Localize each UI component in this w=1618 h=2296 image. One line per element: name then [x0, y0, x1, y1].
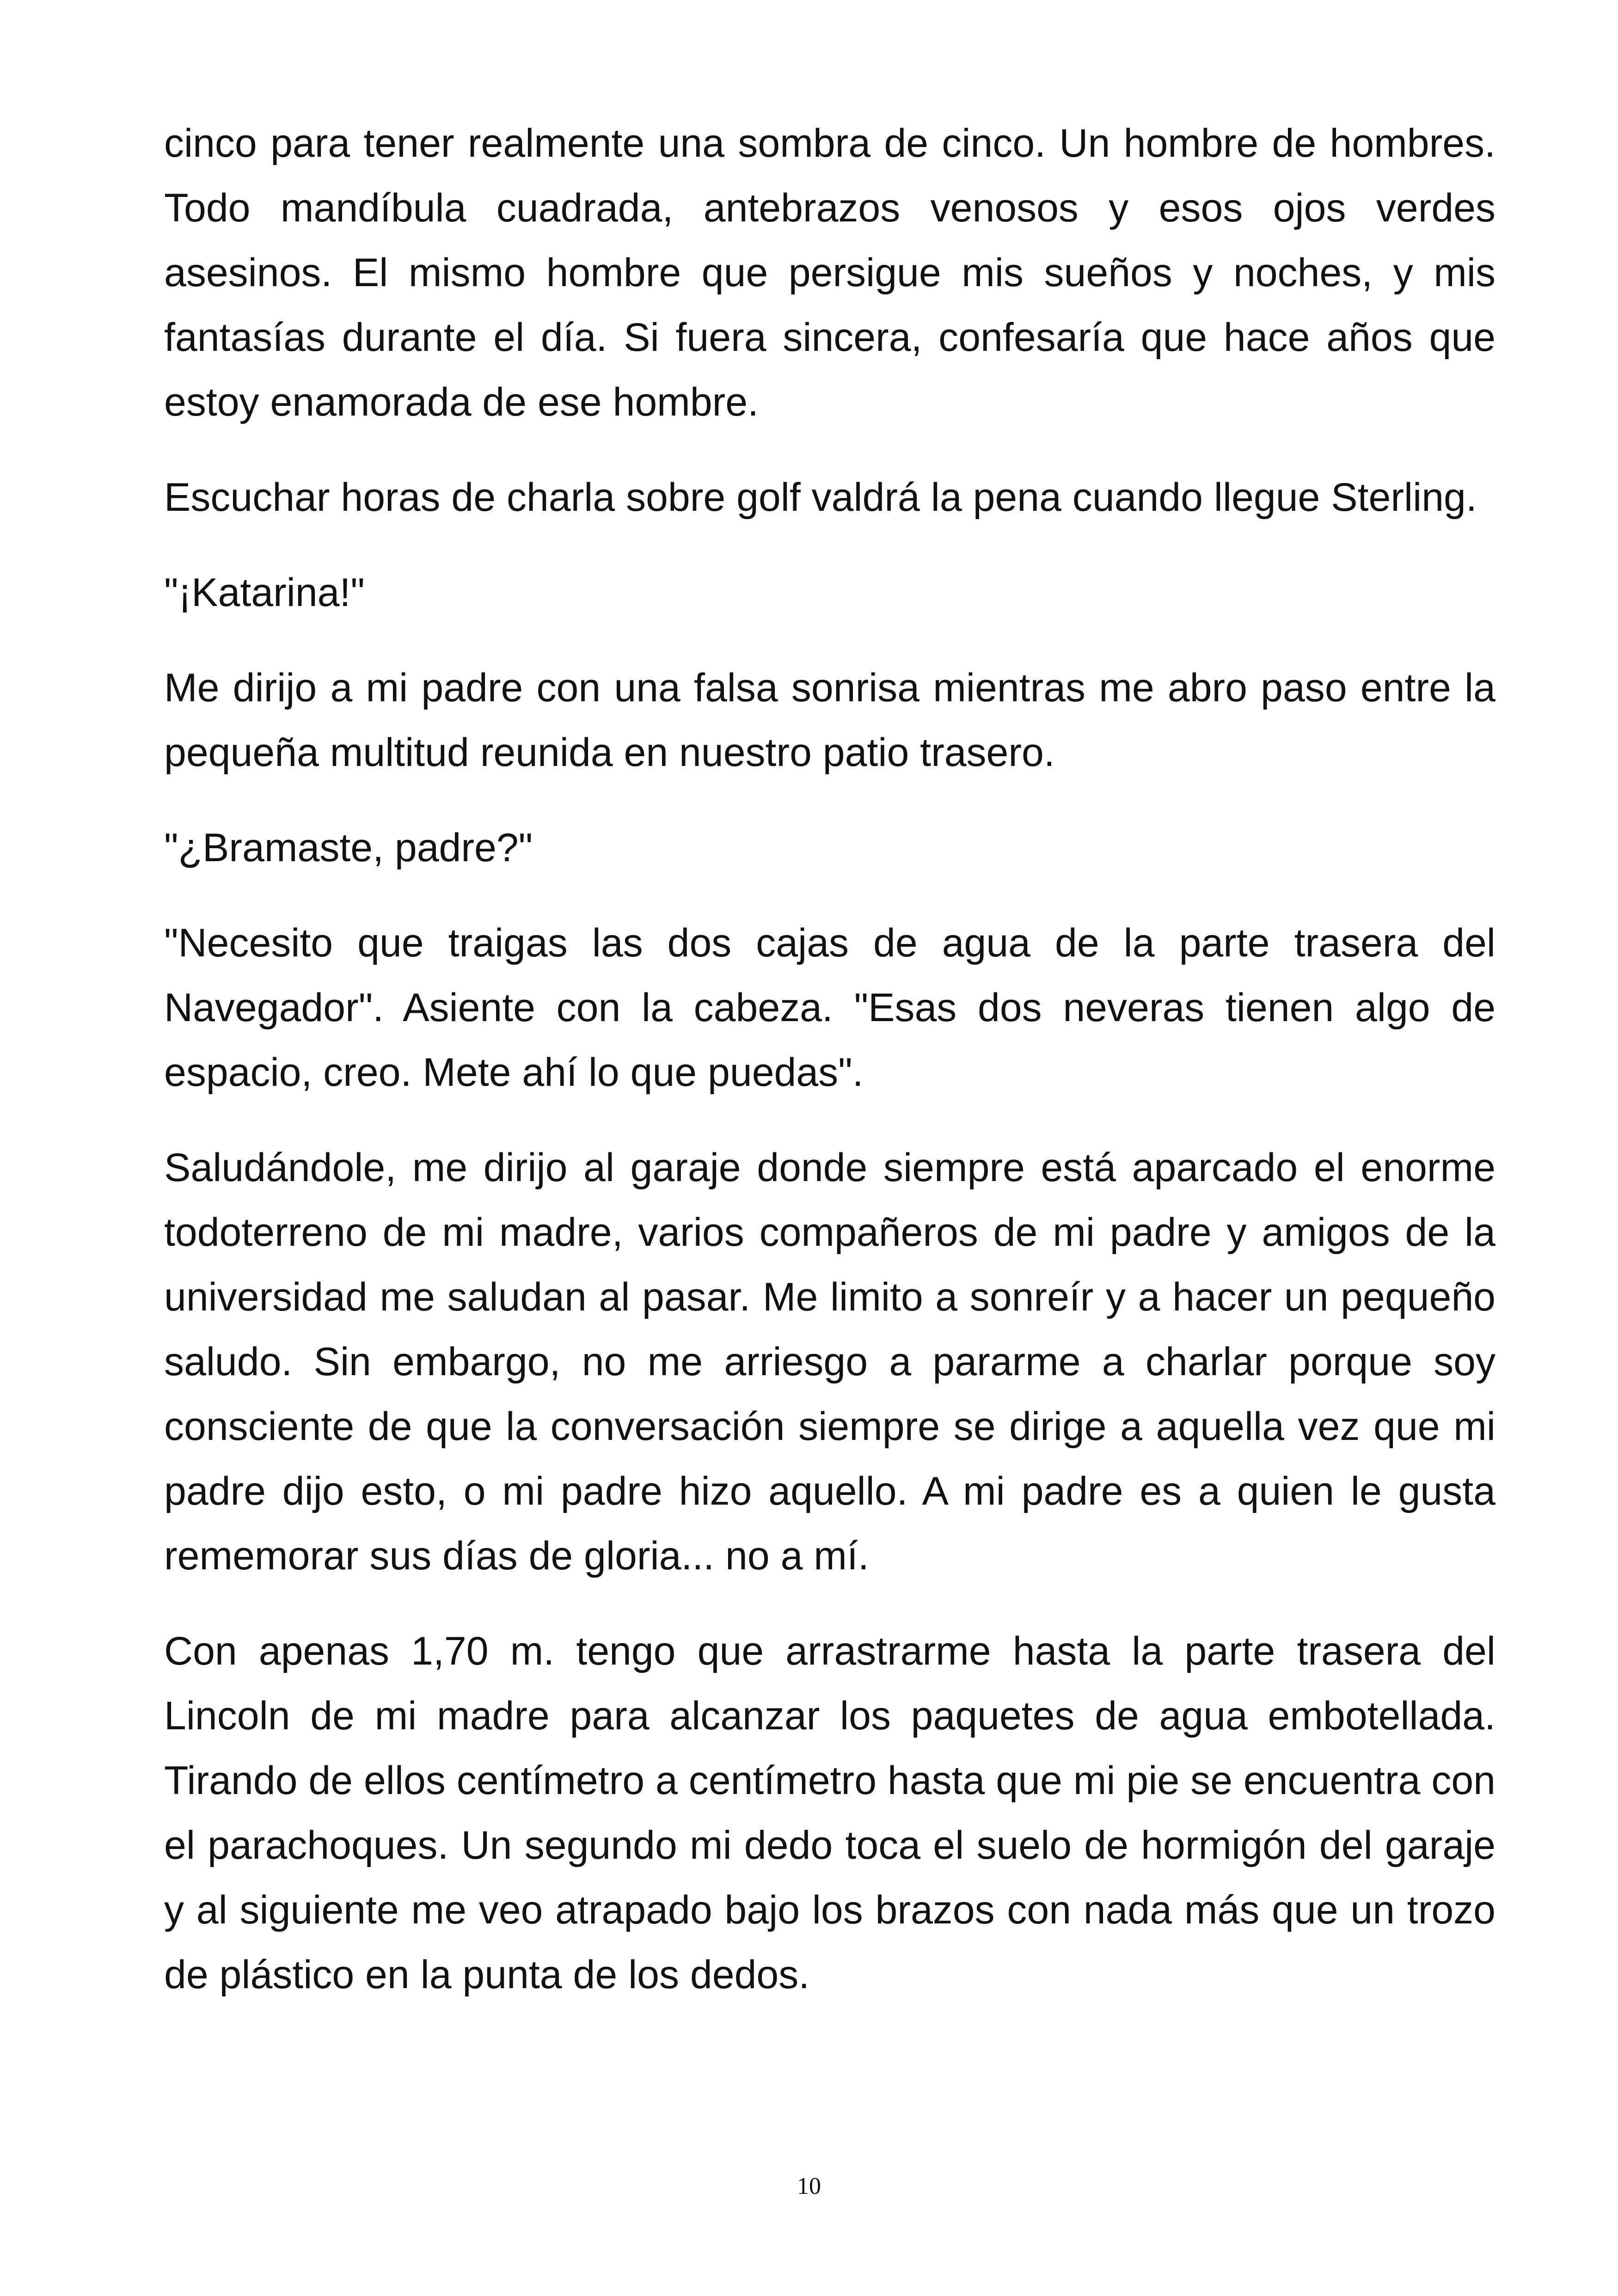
document-page — [164, 111, 1495, 2038]
paragraph: "Necesito que traigas las dos cajas de agua de la parte trasera del Navegador". Asiente con la cabeza. "Esas dos neveras tienen algo de espacio, creo. Mete ahí lo que puedas". — [164, 921, 1495, 1095]
page-number: 10 — [797, 2173, 821, 2199]
paragraph: Con apenas 1,70 m. tengo que arrastrarme hasta la parte trasera del Lincoln de mi madre para alcanzar los paquetes de agua embotellada. Tirando de ellos centímetro a centímetro hasta que mi pie se encuentra con el parachoques. Un segundo mi dedo toca el suelo de hormigón del garaje y al siguiente me veo atrapado bajo los brazos con nada más que un trozo de plástico en la punta de los dedos. — [164, 1629, 1495, 1997]
paragraph: Saludándole, me dirijo al garaje donde siempre está aparcado el enorme todoterreno de mi madre, varios compañeros de mi padre y amigos de la universidad me saludan al pasar. Me limito a sonreír y a hacer un pequeño saludo. Sin embargo, no me arriesgo a pararme a charlar porque soy consciente de que la conversación siempre se dirige a aquella vez que mi padre dijo esto, o mi padre hizo aquello. A mi padre es a quien le gusta rememorar sus días de gloria... no a mí. — [164, 1145, 1495, 1578]
paragraph: Escuchar horas de charla sobre golf valdrá la pena cuando llegue Sterling. — [164, 475, 1477, 520]
paragraph: cinco para tener realmente una sombra de cinco. Un hombre de hombres. Todo mandíbula cuadrada, antebrazos venosos y esos ojos verdes asesinos. El mismo hombre que persigue mis sueños y noches, y mis fantasías durante el día. Si fuera sincera, confesaría que hace años que estoy enamorada de ese hombre. — [164, 121, 1495, 424]
paragraph: "¿Bramaste, padre?" — [164, 826, 533, 870]
paragraph: "¡Katarina!" — [164, 570, 365, 615]
paragraph: Me dirijo a mi padre con una falsa sonrisa mientras me abro paso entre la pequeña multitud reunida en nuestro patio trasero. — [164, 666, 1495, 775]
